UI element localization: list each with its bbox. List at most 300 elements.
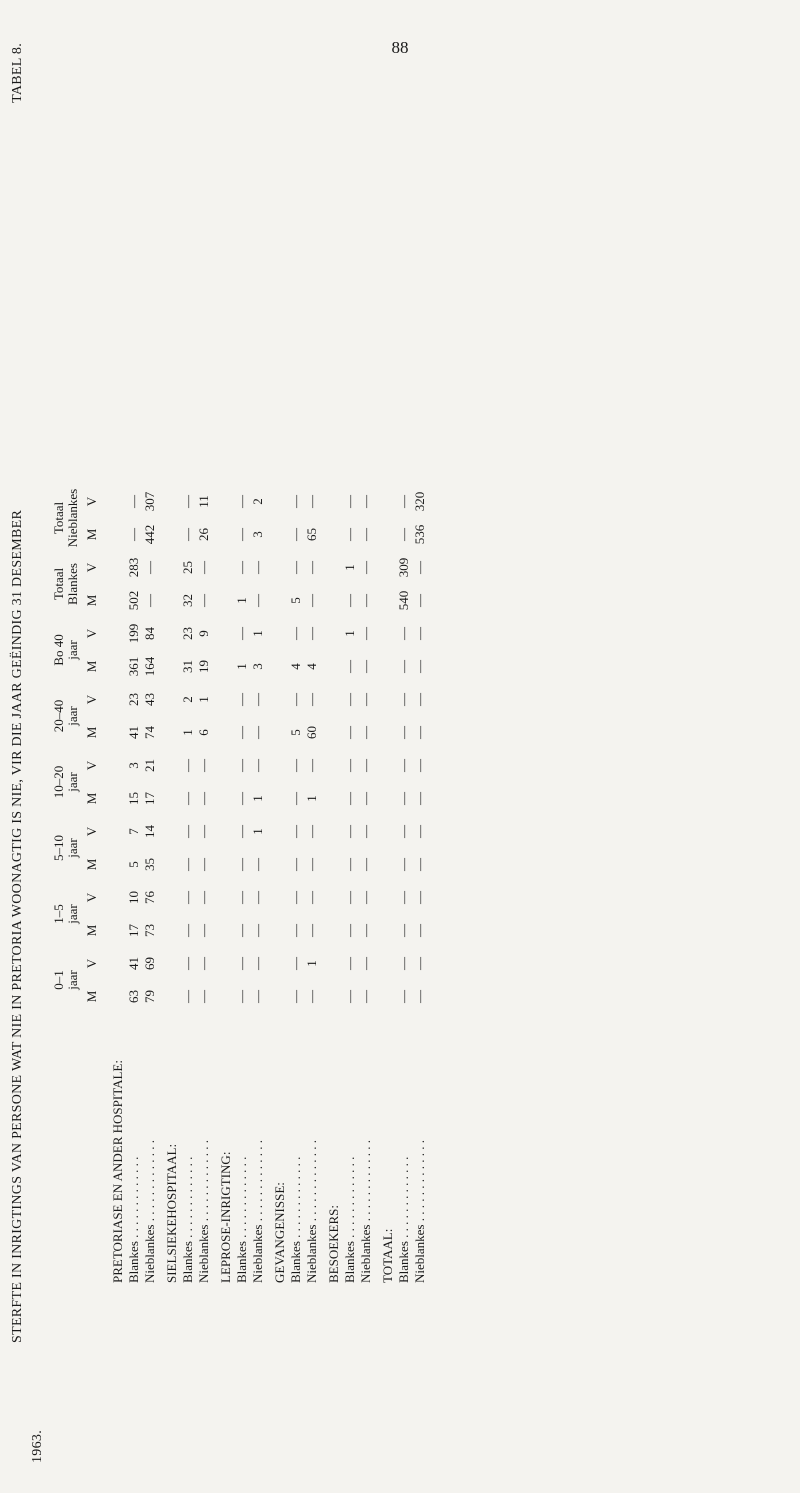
empty-cell — [320, 485, 342, 518]
table-cell: — — [358, 759, 373, 772]
table-cell: — — [250, 759, 265, 772]
table-cell: — — [358, 495, 373, 508]
table-cell: — — [250, 891, 265, 904]
table-cell: — — [396, 495, 411, 508]
table-cell: 5 — [126, 861, 141, 868]
table-cell: 9 — [196, 630, 211, 637]
sex-header-v: V — [84, 628, 99, 639]
empty-cell — [212, 782, 234, 815]
table-cell: — — [358, 693, 373, 706]
empty-cell — [320, 518, 342, 551]
table-cell: — — [396, 528, 411, 541]
table-cell: — — [342, 594, 357, 607]
row-label: Blankes . . . . . . . . . . . . . — [180, 1156, 195, 1283]
table-cell: — — [396, 825, 411, 838]
empty-cell — [158, 947, 180, 980]
table-cell: — — [180, 792, 195, 805]
row-label: Blankes . . . . . . . . . . . . . — [342, 1156, 357, 1283]
table-cell: — — [412, 792, 427, 805]
table-cell: — — [396, 792, 411, 805]
empty-cell — [374, 848, 396, 881]
empty-cell — [104, 815, 126, 848]
empty-cell — [104, 485, 126, 518]
table-cell: — — [412, 924, 427, 937]
empty-cell — [374, 782, 396, 815]
table-cell: — — [180, 528, 195, 541]
table-cell: — — [196, 891, 211, 904]
empty-cell — [104, 914, 126, 947]
table-cell: — — [304, 858, 319, 871]
table-cell: 1 — [196, 696, 211, 703]
empty-cell — [374, 650, 396, 683]
table-cell: — — [196, 759, 211, 772]
column-group-sublabel: jaar — [65, 838, 80, 858]
row-label: Nieblankes . . . . . . . . . . . . . — [196, 1140, 211, 1283]
table-cell: — — [126, 495, 141, 508]
table-cell: — — [358, 528, 373, 541]
table-cell: 84 — [142, 627, 157, 640]
table-cell: 23 — [180, 627, 195, 640]
empty-cell — [266, 815, 288, 848]
sex-header-m: M — [84, 924, 99, 937]
table-cell: — — [304, 891, 319, 904]
table-cell: — — [304, 825, 319, 838]
table-cell: 26 — [196, 528, 211, 541]
row-label: Blankes . . . . . . . . . . . . . — [396, 1156, 411, 1283]
empty-cell — [158, 485, 180, 518]
empty-cell — [212, 584, 234, 617]
empty-cell — [104, 584, 126, 617]
row-label: Nieblankes . . . . . . . . . . . . . — [412, 1140, 427, 1283]
empty-cell — [104, 947, 126, 980]
table-cell: — — [126, 528, 141, 541]
empty-cell — [212, 650, 234, 683]
table-cell: — — [196, 561, 211, 574]
table-cell: — — [342, 792, 357, 805]
table-cell: — — [234, 990, 249, 1003]
table-cell: — — [396, 858, 411, 871]
table-cell: 74 — [142, 726, 157, 739]
table-cell: — — [412, 957, 427, 970]
column-group-header — [40, 947, 80, 1013]
sex-header-v: V — [84, 496, 99, 507]
table-cell: 10 — [126, 891, 141, 904]
empty-cell — [158, 980, 180, 1013]
table-cell: — — [358, 858, 373, 871]
table-cell: 1 — [180, 729, 195, 736]
table-cell: 1 — [304, 960, 319, 967]
table-cell: 41 — [126, 957, 141, 970]
table-cell: — — [234, 627, 249, 640]
table-cell: 320 — [412, 491, 427, 512]
table-cell: 15 — [126, 792, 141, 805]
empty-cell — [320, 848, 342, 881]
table-cell: — — [288, 858, 303, 871]
column-group-label: 5–10 — [51, 835, 66, 861]
empty-cell — [266, 485, 288, 518]
table-cell: — — [396, 693, 411, 706]
table-cell: — — [234, 561, 249, 574]
column-group-header — [40, 749, 80, 815]
header-spacer — [40, 1013, 80, 1283]
empty-cell — [104, 716, 126, 749]
table-cell: — — [250, 594, 265, 607]
empty-cell — [104, 848, 126, 881]
table-cell: — — [358, 924, 373, 937]
table-title-year: 1963. — [30, 1430, 45, 1463]
empty-cell — [104, 617, 126, 650]
table-cell: — — [304, 759, 319, 772]
empty-cell — [212, 716, 234, 749]
table-cell: — — [342, 891, 357, 904]
table-cell: 7 — [126, 828, 141, 835]
column-group-sublabel: jaar — [65, 706, 80, 726]
table-cell: 199 — [126, 623, 141, 644]
table-cell: 25 — [180, 561, 195, 574]
table-cell: — — [180, 495, 195, 508]
empty-cell — [320, 584, 342, 617]
table-cell: — — [250, 957, 265, 970]
table-cell: — — [250, 693, 265, 706]
empty-cell — [158, 914, 180, 947]
empty-cell — [320, 551, 342, 584]
empty-cell — [320, 815, 342, 848]
empty-cell — [158, 518, 180, 551]
table-cell: 1 — [250, 828, 265, 835]
table-cell: — — [234, 825, 249, 838]
section-title: SIELSIEKEHOSPITAAL: — [164, 1143, 179, 1283]
table-cell: 2 — [180, 696, 195, 703]
table-cell: — — [142, 561, 157, 574]
empty-cell — [320, 980, 342, 1013]
empty-cell — [320, 683, 342, 716]
empty-cell — [158, 617, 180, 650]
table-cell: — — [180, 759, 195, 772]
table-cell: 41 — [126, 726, 141, 739]
empty-cell — [104, 683, 126, 716]
table-cell: — — [358, 792, 373, 805]
empty-cell — [212, 617, 234, 650]
table-cell: — — [342, 660, 357, 673]
empty-cell — [158, 815, 180, 848]
empty-cell — [374, 584, 396, 617]
empty-cell — [266, 584, 288, 617]
table-cell: — — [142, 594, 157, 607]
table-cell: 4 — [304, 663, 319, 670]
empty-cell — [266, 914, 288, 947]
table-cell: 164 — [142, 656, 157, 677]
empty-cell — [374, 485, 396, 518]
empty-cell — [212, 848, 234, 881]
column-group-label: 1–5 — [51, 904, 66, 924]
table-cell: 11 — [196, 495, 211, 508]
sex-header-v: V — [84, 958, 99, 969]
table-cell: — — [412, 561, 427, 574]
table-cell: — — [234, 528, 249, 541]
table-cell: — — [250, 858, 265, 871]
table-cell: — — [358, 561, 373, 574]
table-cell: 307 — [142, 491, 157, 512]
table-cell: — — [412, 891, 427, 904]
column-group-sublabel: Nieblankes — [65, 488, 80, 548]
sex-header-m: M — [84, 528, 99, 541]
table-cell: — — [304, 693, 319, 706]
table-cell: — — [342, 693, 357, 706]
empty-cell — [320, 650, 342, 683]
table-cell: — — [412, 726, 427, 739]
table-cell: 73 — [142, 924, 157, 937]
section-title: PRETORIASE EN ANDER HOSPITALE: — [110, 1060, 125, 1283]
sex-header-m: M — [84, 990, 99, 1003]
sex-header-m: M — [84, 858, 99, 871]
table-cell: — — [412, 660, 427, 673]
table-cell: — — [250, 990, 265, 1003]
column-group-header — [40, 815, 80, 881]
empty-cell — [266, 617, 288, 650]
table-cell: — — [288, 825, 303, 838]
table-cell: — — [342, 825, 357, 838]
table-cell: 79 — [142, 990, 157, 1003]
table-cell: — — [180, 990, 195, 1003]
table-cell: 1 — [304, 795, 319, 802]
table-cell: — — [180, 957, 195, 970]
table-cell: — — [412, 693, 427, 706]
table-cell: 536 — [412, 524, 427, 545]
empty-cell — [212, 980, 234, 1013]
empty-cell — [374, 980, 396, 1013]
table-cell: 23 — [126, 693, 141, 706]
empty-cell — [374, 947, 396, 980]
column-group-header — [40, 485, 80, 551]
table-cell: — — [288, 792, 303, 805]
table-cell: 4 — [288, 663, 303, 670]
table-cell: 1 — [234, 597, 249, 604]
empty-cell — [374, 749, 396, 782]
table-cell: — — [288, 693, 303, 706]
table-cell: — — [396, 924, 411, 937]
empty-cell — [104, 650, 126, 683]
table-cell: — — [412, 759, 427, 772]
table-cell: 35 — [142, 858, 157, 871]
table-cell: 1 — [234, 663, 249, 670]
table-cell: — — [234, 693, 249, 706]
empty-cell — [158, 782, 180, 815]
table-cell: — — [304, 561, 319, 574]
table-cell: — — [412, 990, 427, 1003]
table-cell: — — [234, 726, 249, 739]
table-cell: — — [412, 825, 427, 838]
table-cell: — — [288, 495, 303, 508]
column-group-sublabel: jaar — [65, 772, 80, 792]
table-cell: — — [342, 990, 357, 1003]
empty-cell — [266, 980, 288, 1013]
table-cell: 1 — [342, 564, 357, 571]
table-cell: — — [234, 495, 249, 508]
table-cell: 60 — [304, 726, 319, 739]
empty-cell — [212, 881, 234, 914]
table-cell: — — [396, 660, 411, 673]
table-cell: — — [342, 957, 357, 970]
table-cell: — — [396, 891, 411, 904]
section-title: BESOEKERS: — [326, 1204, 341, 1283]
row-label: Nieblankes . . . . . . . . . . . . . — [142, 1140, 157, 1283]
table-cell: 6 — [196, 729, 211, 736]
sex-header-v: V — [84, 892, 99, 903]
table-cell: 76 — [142, 891, 157, 904]
table-cell: — — [288, 759, 303, 772]
empty-cell — [212, 749, 234, 782]
empty-cell — [266, 650, 288, 683]
table-cell: 540 — [396, 590, 411, 611]
empty-cell — [212, 518, 234, 551]
empty-cell — [158, 584, 180, 617]
table-cell: — — [288, 924, 303, 937]
table-cell: 31 — [180, 660, 195, 673]
table-cell: 3 — [126, 762, 141, 769]
table-cell: — — [412, 858, 427, 871]
row-label: Nieblankes . . . . . . . . . . . . . — [250, 1140, 265, 1283]
table-cell: — — [196, 957, 211, 970]
table-cell: — — [234, 858, 249, 871]
table-cell: — — [250, 561, 265, 574]
table-cell: 283 — [126, 557, 141, 578]
row-label: Nieblankes . . . . . . . . . . . . . — [304, 1140, 319, 1283]
table-cell: — — [342, 924, 357, 937]
table-cell: 309 — [396, 557, 411, 578]
column-group-label: 20–40 — [51, 699, 66, 733]
column-group-header — [40, 551, 80, 617]
row-label: Blankes . . . . . . . . . . . . . — [288, 1156, 303, 1283]
table-cell: 442 — [142, 524, 157, 545]
empty-cell — [320, 749, 342, 782]
column-group-sublabel: jaar — [65, 904, 80, 924]
sex-header-v: V — [84, 826, 99, 837]
empty-cell — [266, 551, 288, 584]
table-cell: — — [412, 627, 427, 640]
empty-cell — [158, 848, 180, 881]
column-group-header — [40, 617, 80, 683]
table-cell: — — [288, 627, 303, 640]
empty-cell — [104, 749, 126, 782]
sex-header-m: M — [84, 660, 99, 673]
table-cell: — — [196, 924, 211, 937]
sex-header-v: V — [84, 760, 99, 771]
table-cell: — — [288, 990, 303, 1003]
empty-cell — [158, 551, 180, 584]
table-cell: — — [234, 924, 249, 937]
table-cell: — — [234, 792, 249, 805]
table-cell: 3 — [250, 531, 265, 538]
table-cell: 1 — [342, 630, 357, 637]
table-cell: 5 — [288, 729, 303, 736]
column-group-label: 10–20 — [51, 765, 66, 799]
sex-header-m: M — [84, 792, 99, 805]
column-group-sublabel: jaar — [65, 640, 80, 660]
section-title: GEVANGENISSE: — [272, 1182, 287, 1283]
column-group-header — [40, 881, 80, 947]
table-cell: — — [342, 858, 357, 871]
empty-cell — [374, 617, 396, 650]
table-title: STERFTE IN INRIGTINGS VAN PERSONE WAT NIE IN PRETORIA WOONAGTIG IS NIE, VIR DIE JAAR GEËINDIG 31 DESEMBER — [10, 509, 25, 1343]
column-group-header — [40, 683, 80, 749]
table-cell: — — [358, 726, 373, 739]
empty-cell — [266, 848, 288, 881]
table-cell: 17 — [142, 792, 157, 805]
empty-cell — [374, 815, 396, 848]
header-spacer — [80, 1013, 104, 1283]
table-cell: 43 — [142, 693, 157, 706]
table-cell: — — [396, 726, 411, 739]
empty-cell — [158, 683, 180, 716]
empty-cell — [104, 980, 126, 1013]
table-cell: — — [180, 858, 195, 871]
table-cell: — — [250, 726, 265, 739]
table-cell: — — [342, 726, 357, 739]
column-group-label: 0–1 — [51, 970, 66, 990]
sex-header-m: M — [84, 594, 99, 607]
table-cell: — — [180, 924, 195, 937]
row-label: Nieblankes . . . . . . . . . . . . . — [358, 1140, 373, 1283]
empty-cell — [158, 716, 180, 749]
table-cell: — — [358, 825, 373, 838]
table-cell: 19 — [196, 660, 211, 673]
table-cell: — — [288, 891, 303, 904]
empty-cell — [374, 518, 396, 551]
table-cell: — — [288, 561, 303, 574]
table-cell: 21 — [142, 759, 157, 772]
empty-cell — [374, 716, 396, 749]
table-cell: — — [250, 924, 265, 937]
table-cell: 14 — [142, 825, 157, 838]
table-cell: — — [396, 990, 411, 1003]
empty-cell — [266, 716, 288, 749]
mortality-table — [40, 485, 428, 1283]
sex-header-m: M — [84, 726, 99, 739]
table-cell: 2 — [250, 498, 265, 505]
table-cell: 1 — [250, 630, 265, 637]
empty-cell — [212, 551, 234, 584]
table-cell: — — [358, 627, 373, 640]
empty-cell — [104, 881, 126, 914]
empty-cell — [374, 551, 396, 584]
table-cell: — — [288, 957, 303, 970]
table-cell: — — [180, 891, 195, 904]
table-cell: — — [196, 792, 211, 805]
empty-cell — [104, 551, 126, 584]
table-cell: — — [304, 495, 319, 508]
table-cell: — — [196, 825, 211, 838]
table-cell: — — [304, 594, 319, 607]
table-cell: 361 — [126, 656, 141, 677]
table-cell: — — [358, 891, 373, 904]
empty-cell — [158, 749, 180, 782]
empty-cell — [266, 947, 288, 980]
empty-cell — [104, 518, 126, 551]
column-group-sublabel: Blankes — [65, 563, 80, 605]
empty-cell — [158, 650, 180, 683]
empty-cell — [266, 683, 288, 716]
page-number: 88 — [391, 38, 409, 57]
empty-cell — [212, 815, 234, 848]
table-cell: — — [234, 891, 249, 904]
table-cell: — — [304, 627, 319, 640]
empty-cell — [266, 881, 288, 914]
row-label: Blankes . . . . . . . . . . . . . — [234, 1156, 249, 1283]
table-cell: — — [196, 990, 211, 1003]
row-label: Blankes . . . . . . . . . . . . . — [126, 1156, 141, 1283]
table-cell: — — [358, 990, 373, 1003]
table-cell: — — [288, 528, 303, 541]
